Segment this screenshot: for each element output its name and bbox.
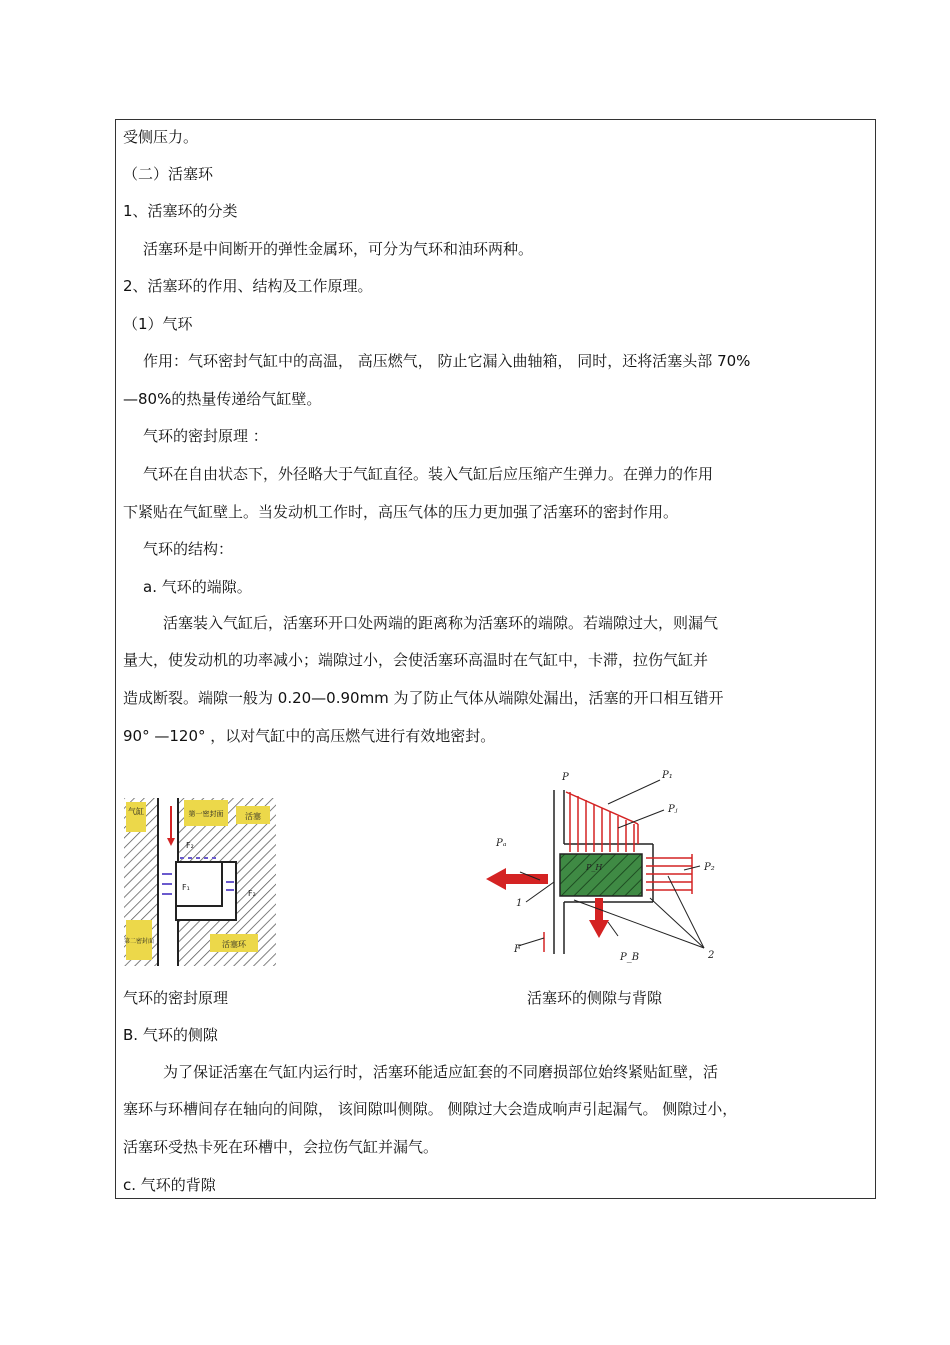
- text-line: —80%的热量传递给气缸壁。: [123, 390, 322, 408]
- label-first-seal: 第一密封面: [188, 810, 224, 818]
- text-line: 为了保证活塞在气缸内运行时，活塞环能适应缸套的不同磨损部位始终紧贴缸壁，活: [163, 1063, 719, 1081]
- text-line: 作用：气环密封气缸中的高温， 高压燃气， 防止它漏入曲轴箱， 同时，还将活塞头部 70%: [143, 352, 751, 370]
- label-second-seal: 第二密封面: [124, 938, 155, 945]
- section-heading: B. 气环的侧隙: [123, 1026, 218, 1044]
- label-f1: F₁: [182, 883, 190, 892]
- seal-principle-figure: [124, 798, 276, 966]
- text-line: 量大，使发动机的功率减小；端隙过小，会使活塞环高温时在气缸中，卡滞，拉伤气缸并: [123, 651, 709, 669]
- label-f: F: [514, 944, 521, 955]
- text-line: 塞环与环槽间存在轴向的间隙， 该间隙叫侧隙。 侧隙过大会造成响声引起漏气。 侧隙过小，: [123, 1100, 738, 1118]
- figure-caption: 活塞环的侧隙与背隙: [527, 989, 663, 1007]
- text-line: 受侧压力。: [123, 128, 199, 146]
- label-f2: F₂: [248, 889, 256, 898]
- text-line: 活塞装入气缸后，活塞环开口处两端的距离称为活塞环的端隙。若端隙过大，则漏气: [163, 614, 719, 632]
- figure-caption: 气环的密封原理: [123, 989, 229, 1007]
- label-p2: P₂: [704, 862, 715, 873]
- text-line: 活塞环是中间断开的弹性金属环，可分为气环和油环两种。: [143, 240, 534, 258]
- text-line: 气环的结构：: [143, 540, 234, 558]
- label-pb: P_B: [620, 952, 640, 963]
- subsection-heading: （1）气环: [123, 315, 193, 333]
- text-line: 活塞环受热卡死在环槽中，会拉伤气缸并漏气。: [123, 1138, 439, 1156]
- text-line: a. 气环的端隙。: [143, 578, 252, 596]
- side-back-clearance-figure: [478, 762, 728, 972]
- text-line: 90° —120° ，以对气缸中的高压燃气进行有效地密封。: [123, 727, 496, 745]
- text-line: 造成断裂。端隙一般为 0.20—0.90mm 为了防止气体从端隙处漏出，活塞的开口相互错开: [123, 689, 724, 707]
- label-cylinder: 气缸: [128, 807, 144, 816]
- text-line: 下紧贴在气缸壁上。当发动机工作时，高压气体的压力更加强了活塞环的密封作用。: [123, 503, 679, 521]
- text-line: 气环在自由状态下，外径略大于气缸直径。装入气缸后应压缩产生弹力。在弹力的作用: [143, 465, 714, 483]
- subsection-heading: 1、活塞环的分类: [123, 202, 238, 220]
- text-line: 气环的密封原理 ：: [143, 427, 268, 445]
- label-pa: Pₐ: [496, 838, 507, 849]
- label-ph: P_H: [586, 863, 603, 872]
- label-piston: 活塞: [245, 812, 261, 821]
- section-heading: （二）活塞环: [123, 165, 214, 183]
- piston-ring: [560, 854, 642, 896]
- label-pj: Pⱼ: [668, 804, 678, 815]
- subsection-heading: 2、活塞环的作用、结构及工作原理。: [123, 277, 373, 295]
- label-1: 1: [516, 898, 523, 909]
- label-p: P: [562, 772, 569, 783]
- label-f2-top: F₂: [186, 841, 194, 850]
- section-heading: c. 气环的背隙: [123, 1176, 216, 1194]
- label-p1: P₁: [662, 770, 673, 781]
- label-ring: 活塞环: [222, 940, 246, 949]
- label-2: 2: [708, 950, 715, 961]
